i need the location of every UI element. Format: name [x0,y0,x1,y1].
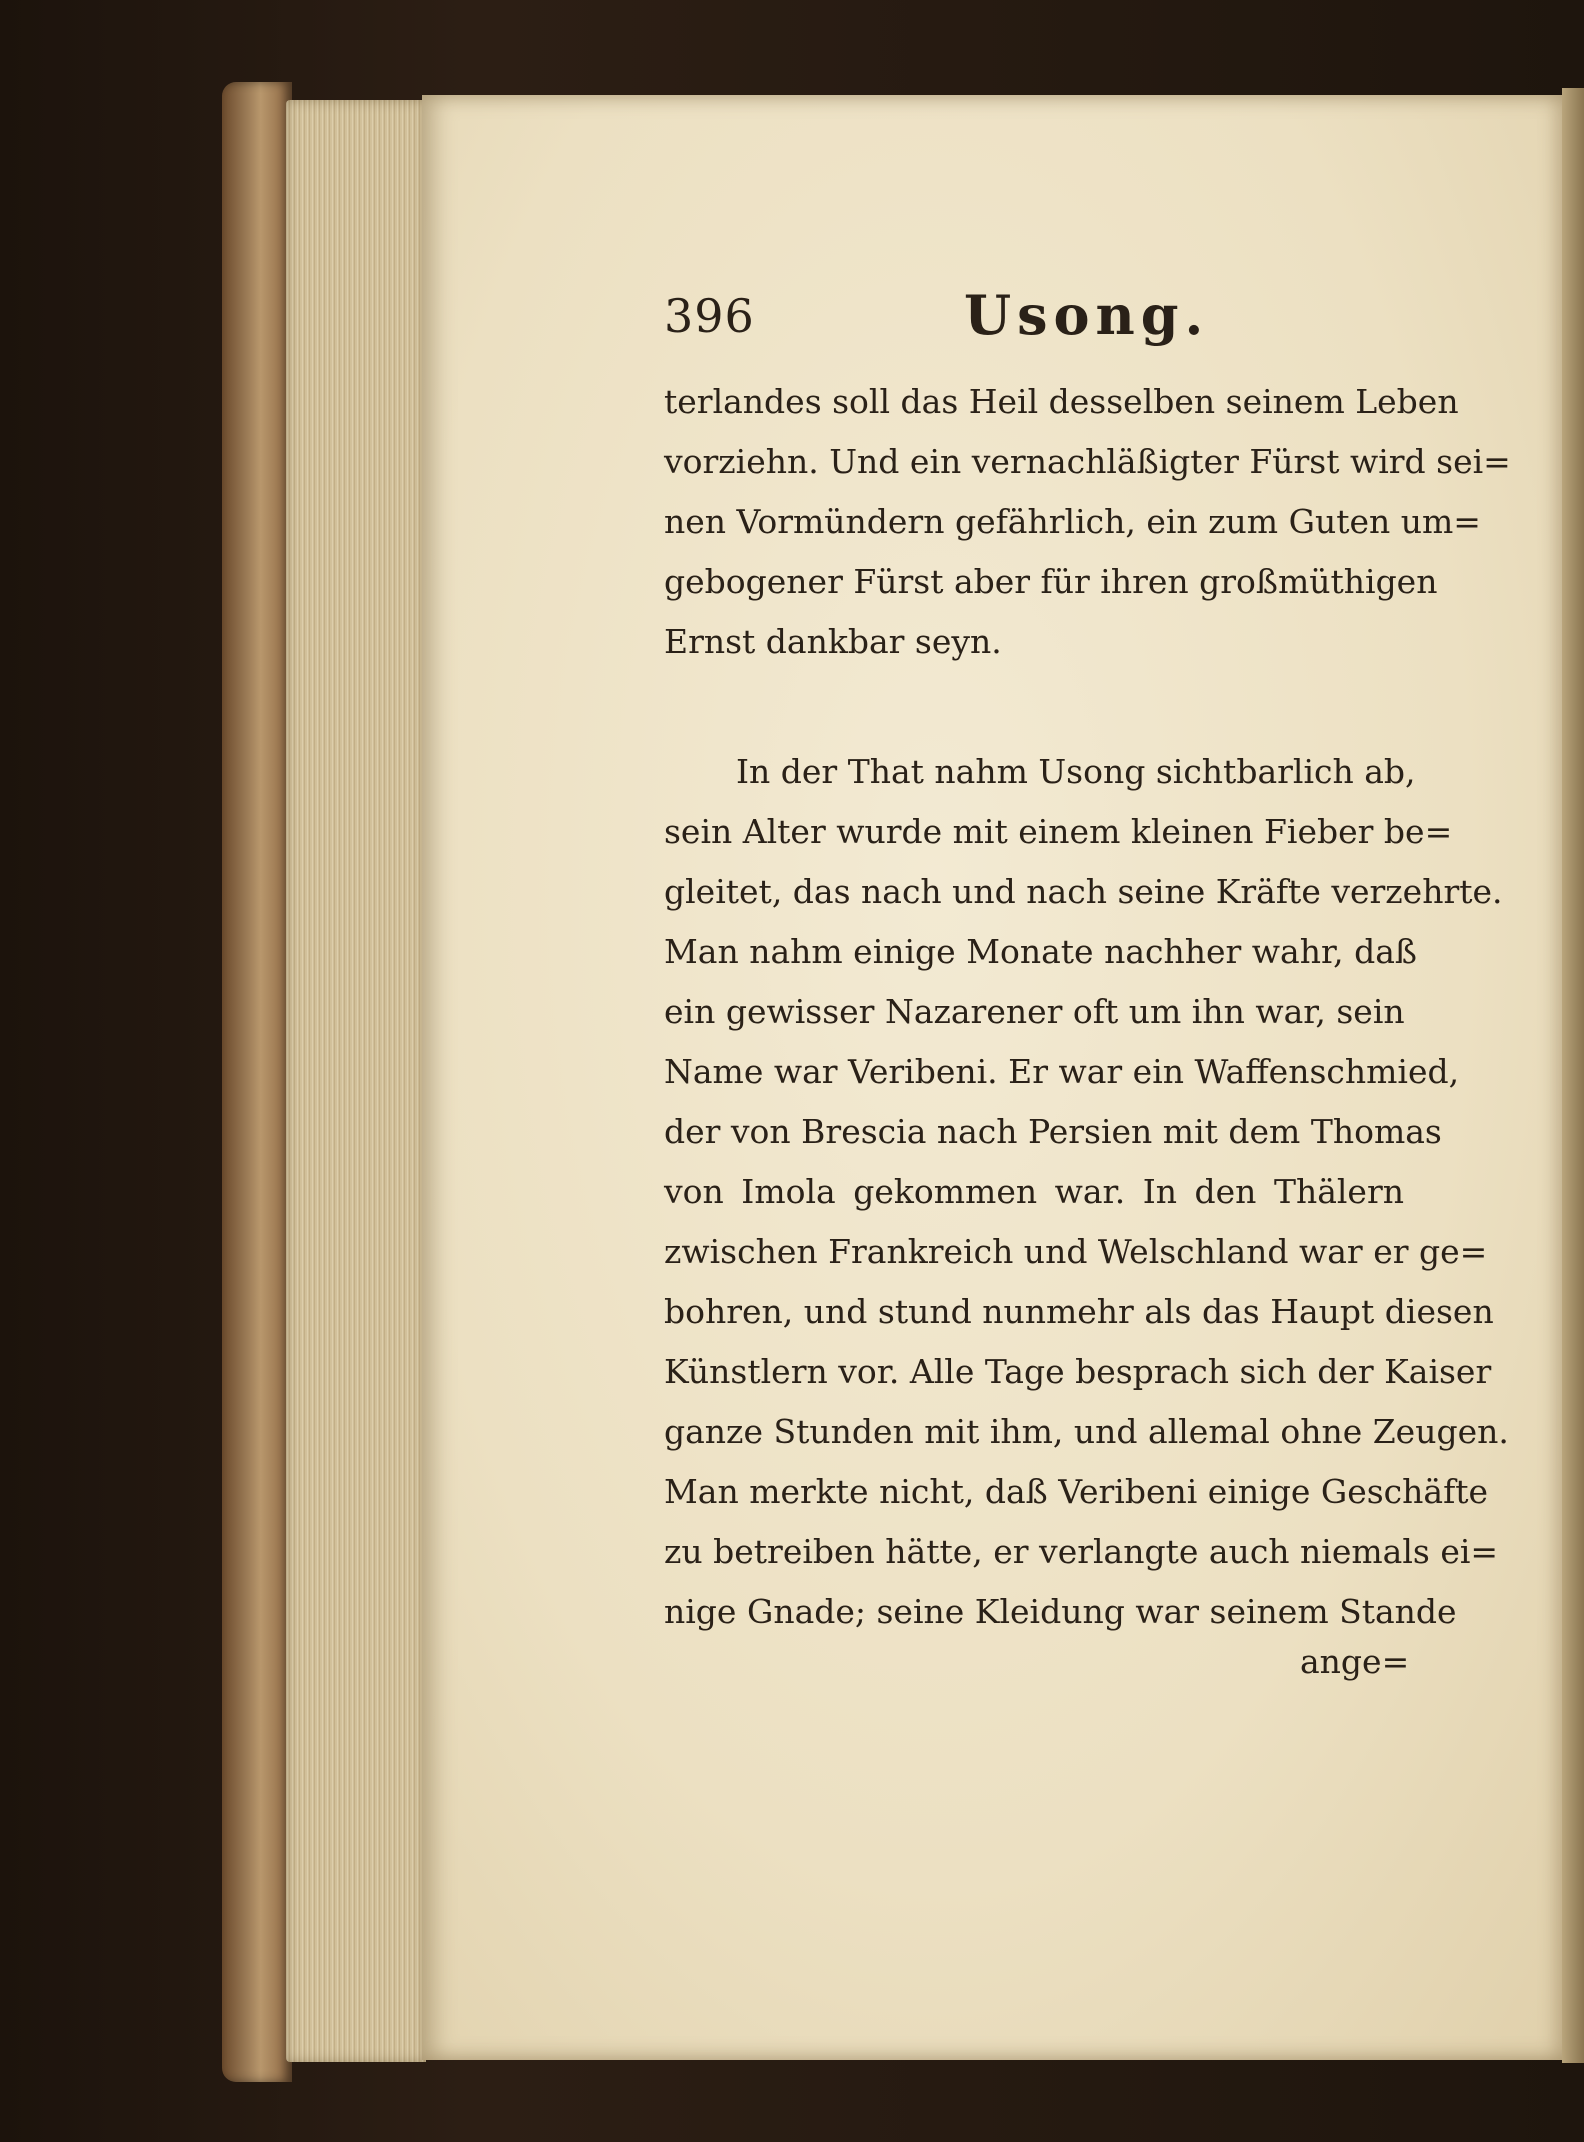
text-line: Man nahm einige Monate nachher wahr, daß [664,932,1417,971]
catchword: ange= [1300,1642,1410,1681]
book-cover-spine [222,82,292,2082]
body-text [664,372,1511,1642]
text-line: terlandes soll das Heil desselben seinem Leben [664,382,1459,421]
text-line: zwischen Frankreich und Welschland war er ge= [664,1232,1488,1271]
text-line: zu betreiben hätte, er verlangte auch niemals ei= [664,1532,1499,1571]
page-number: 396 [664,289,755,343]
paragraph-2 [664,742,1509,1642]
text-line: bohren, und stund nunmehr als das Haupt diesen [664,1292,1494,1331]
paragraph-1 [664,372,1511,672]
running-title: Usong. [964,283,1210,347]
text-line: gleitet, das nach und nach seine Kräfte verzehrte. [664,872,1503,911]
text-line: ganze Stunden mit ihm, und allemal ohne Zeugen. [664,1412,1509,1451]
page-edges [286,100,426,2062]
text-line: In der That nahm Usong sichtbarlich ab, [736,752,1416,791]
text-line: Man merkte nicht, daß Veribeni einige Geschäfte [664,1472,1489,1511]
text-line: vorziehn. Und ein vernachläßigter Fürst wird sei= [664,442,1511,481]
text-line: Ernst dankbar seyn. [664,622,1002,661]
text-line: Künstlern vor. Alle Tage besprach sich der Kaiser [664,1352,1492,1391]
facing-page-edge [1562,88,1584,2063]
paragraph-gap [664,672,1404,742]
text-line: ein gewisser Nazarener oft um ihn war, sein [664,992,1405,1031]
text-line: der von Brescia nach Persien mit dem Thomas [664,1112,1442,1151]
text-line: sein Alter wurde mit einem kleinen Fieber be= [664,812,1453,851]
page-header [664,283,1424,363]
text-line: nige Gnade; seine Kleidung war seinem Stande [664,1592,1457,1631]
text-line: gebogener Fürst aber für ihren großmüthigen [664,562,1438,601]
text-line: nen Vormündern gefährlich, ein zum Guten um= [664,502,1481,541]
text-line: von Imola gekommen war. In den Thälern [664,1172,1404,1211]
text-line: Name war Veribeni. Er war ein Waffenschmied, [664,1052,1460,1091]
